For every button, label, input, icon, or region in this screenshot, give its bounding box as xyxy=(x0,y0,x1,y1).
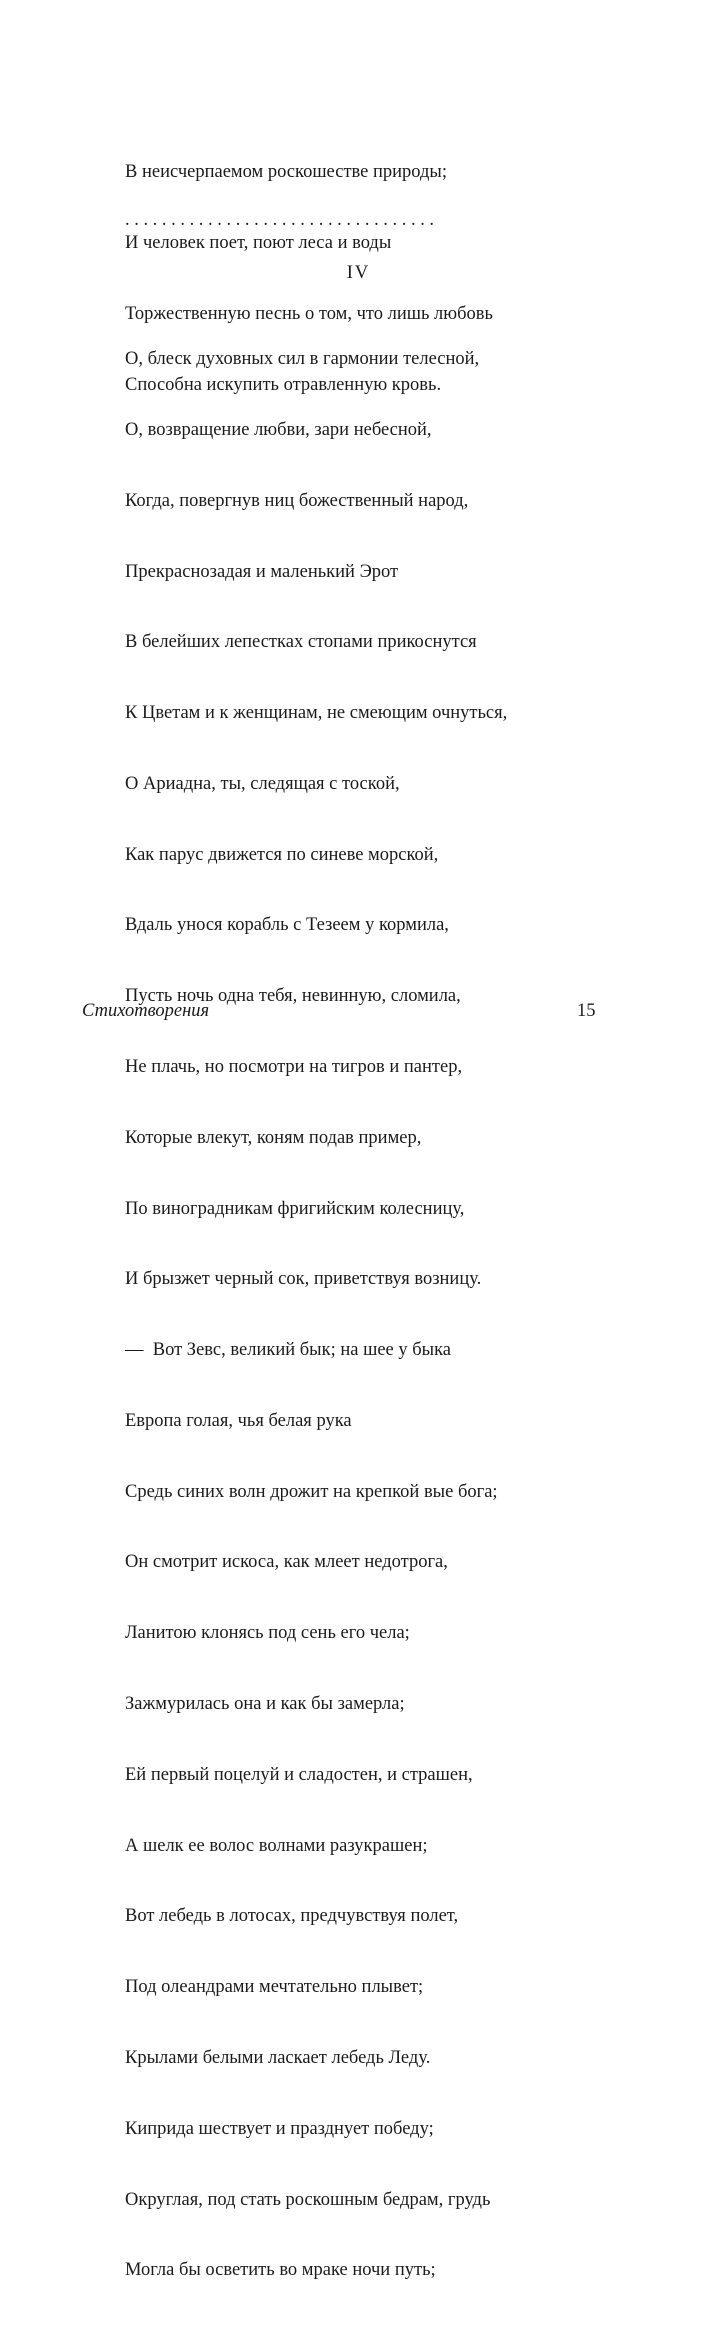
verse-line: В неисчерпаемом роскошестве природы; xyxy=(125,162,447,183)
section-numeral: IV xyxy=(346,263,371,283)
verse-line: Он смотрит искоса, как млеет недотрога, xyxy=(125,1552,448,1573)
running-footer-title: Стихотворения xyxy=(82,1001,210,1021)
verse-line: Крылами белыми ласкает лебедь Леду. xyxy=(125,2047,431,2068)
verse-line: Ей первый поцелуй и сладостен, и страшен, xyxy=(125,1764,473,1785)
omission-marker: .................................. xyxy=(125,210,439,230)
verse-line: Торжественную песнь о том, что лишь любовь xyxy=(125,303,493,324)
verse-line: И человек поет, поют леса и воды xyxy=(125,232,392,253)
verse-line: Вот лебедь в лотосах, предчувствуя полет, xyxy=(125,1906,459,1927)
verse-line: Под олеандрами мечтательно плывет; xyxy=(125,1977,424,1998)
verse-line: О, возвращение любви, зари небесной, xyxy=(125,419,432,440)
verse-line: О Ариадна, ты, следящая с тоской, xyxy=(125,773,400,794)
verse-line: Киприда шествует и празднует победу; xyxy=(125,2118,434,2139)
verse-line: — Вот Зевс, великий бык; на шее у быка xyxy=(125,1340,452,1361)
verse-line: Не плачь, но посмотри на тигров и пантер, xyxy=(125,1057,463,1077)
verse-line: К Цветам и к женщинам, не смеющим очнуться, xyxy=(125,703,508,724)
verse-line: Вдаль унося корабль с Тезеем у кормила, xyxy=(125,915,449,936)
verse-line: Округлая, под стать роскошным бедрам, грудь xyxy=(125,2189,491,2210)
verse-line: Способна искупить отравленную кровь. xyxy=(125,374,442,395)
page-number: 15 xyxy=(577,1001,596,1021)
verse-line: Прекраснозадая и маленький Эрот xyxy=(125,561,399,582)
verse-line: Зажмурилась она и как бы замерла; xyxy=(125,1694,405,1715)
verse-line: Когда, повергнув ниц божественный народ, xyxy=(125,490,469,511)
verse-line: Могла бы осветить во мраке ночи путь; xyxy=(125,2260,436,2281)
verse-line: В белейших лепестках стопами прикоснутся xyxy=(125,632,477,653)
verse-line: А шелк ее волос волнами разукрашен; xyxy=(125,1835,428,1856)
verse-line: Пусть ночь одна тебя, невинную, сломила, xyxy=(125,986,461,1007)
verse-line: Как парус движется по синеве морской, xyxy=(125,844,439,865)
verse-line: Средь синих волн дрожит на крепкой вые бога; xyxy=(125,1481,498,1502)
verse-line: По виноградникам фригийским колесницу, xyxy=(125,1198,465,1219)
verse-line: О, блеск духовных сил в гармонии телесной, xyxy=(125,349,480,370)
verse-line: Которые влекут, коням подав пример, xyxy=(125,1127,422,1148)
verse-line: Европа голая, чья белая рука xyxy=(125,1410,352,1431)
verse-line: И брызжет черный сок, приветствуя возницу. xyxy=(125,1269,482,1290)
verse-line: Ланитою клонясь под сень его чела; xyxy=(125,1623,410,1644)
section-stanza xyxy=(125,301,507,2330)
